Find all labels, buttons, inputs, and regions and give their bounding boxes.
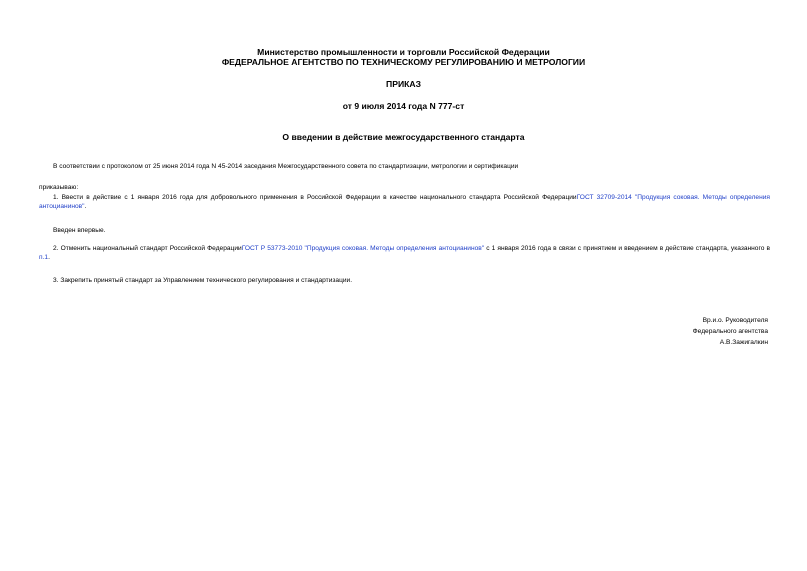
item-2-text: 2. Отменить национальный стандарт Российской Федерации (53, 245, 242, 252)
ministry-name: Министерство промышленности и торговли Российской Федерации (257, 47, 550, 57)
item-1-paragraph (39, 193, 770, 212)
item-1-text: 1. Ввести в действие с 1 января 2016 года для добровольного применения в Российской Федерации в качестве национального стандарта Российской Федерации (53, 194, 577, 201)
document-type: ПРИКАЗ (386, 79, 421, 89)
item-3-paragraph: 3. Закрепить принятый стандарт за Управлением технического регулирования и стандартизации. (53, 277, 353, 284)
item-2-middle: с 1 января 2016 года в связи с принятием и введением в действие стандарта, указанного в (484, 245, 770, 252)
gost-32709-link[interactable]: ГОСТ 32709-2014 "Продукция соковая. Методы определения антоцианинов" (39, 194, 770, 211)
signature-agency: Федерального агентства (692, 328, 768, 335)
document-title: О введении в действие межгосударственного стандарта (282, 132, 525, 142)
introduced-first-note: Введен впервые. (53, 227, 106, 234)
item-2-paragraph (39, 244, 770, 263)
order-word: приказываю: (39, 184, 79, 191)
signature-position: Вр.и.о. Руководителя (702, 317, 768, 324)
gost-r-53773-link[interactable]: ГОСТ Р 53773-2010 "Продукция соковая. Методы определения антоцианинов" (241, 245, 485, 252)
document-date-number: от 9 июля 2014 года N 777-ст (342, 101, 465, 111)
item-1-end: . (84, 203, 87, 211)
preamble-paragraph: В соответствии с протоколом от 25 июня 2014 года N 45-2014 заседания Межгосударственного совета по стандартизации, метрологии и сертификации (53, 163, 519, 170)
clause-1-link[interactable]: п.1 (39, 254, 49, 262)
item-2-end: . (48, 254, 50, 262)
signature-name: А.В.Зажигалкин (719, 339, 768, 346)
agency-name: ФЕДЕРАЛЬНОЕ АГЕНТСТВО ПО ТЕХНИЧЕСКОМУ РЕГУЛИРОВАНИЮ И МЕТРОЛОГИИ (221, 57, 586, 67)
